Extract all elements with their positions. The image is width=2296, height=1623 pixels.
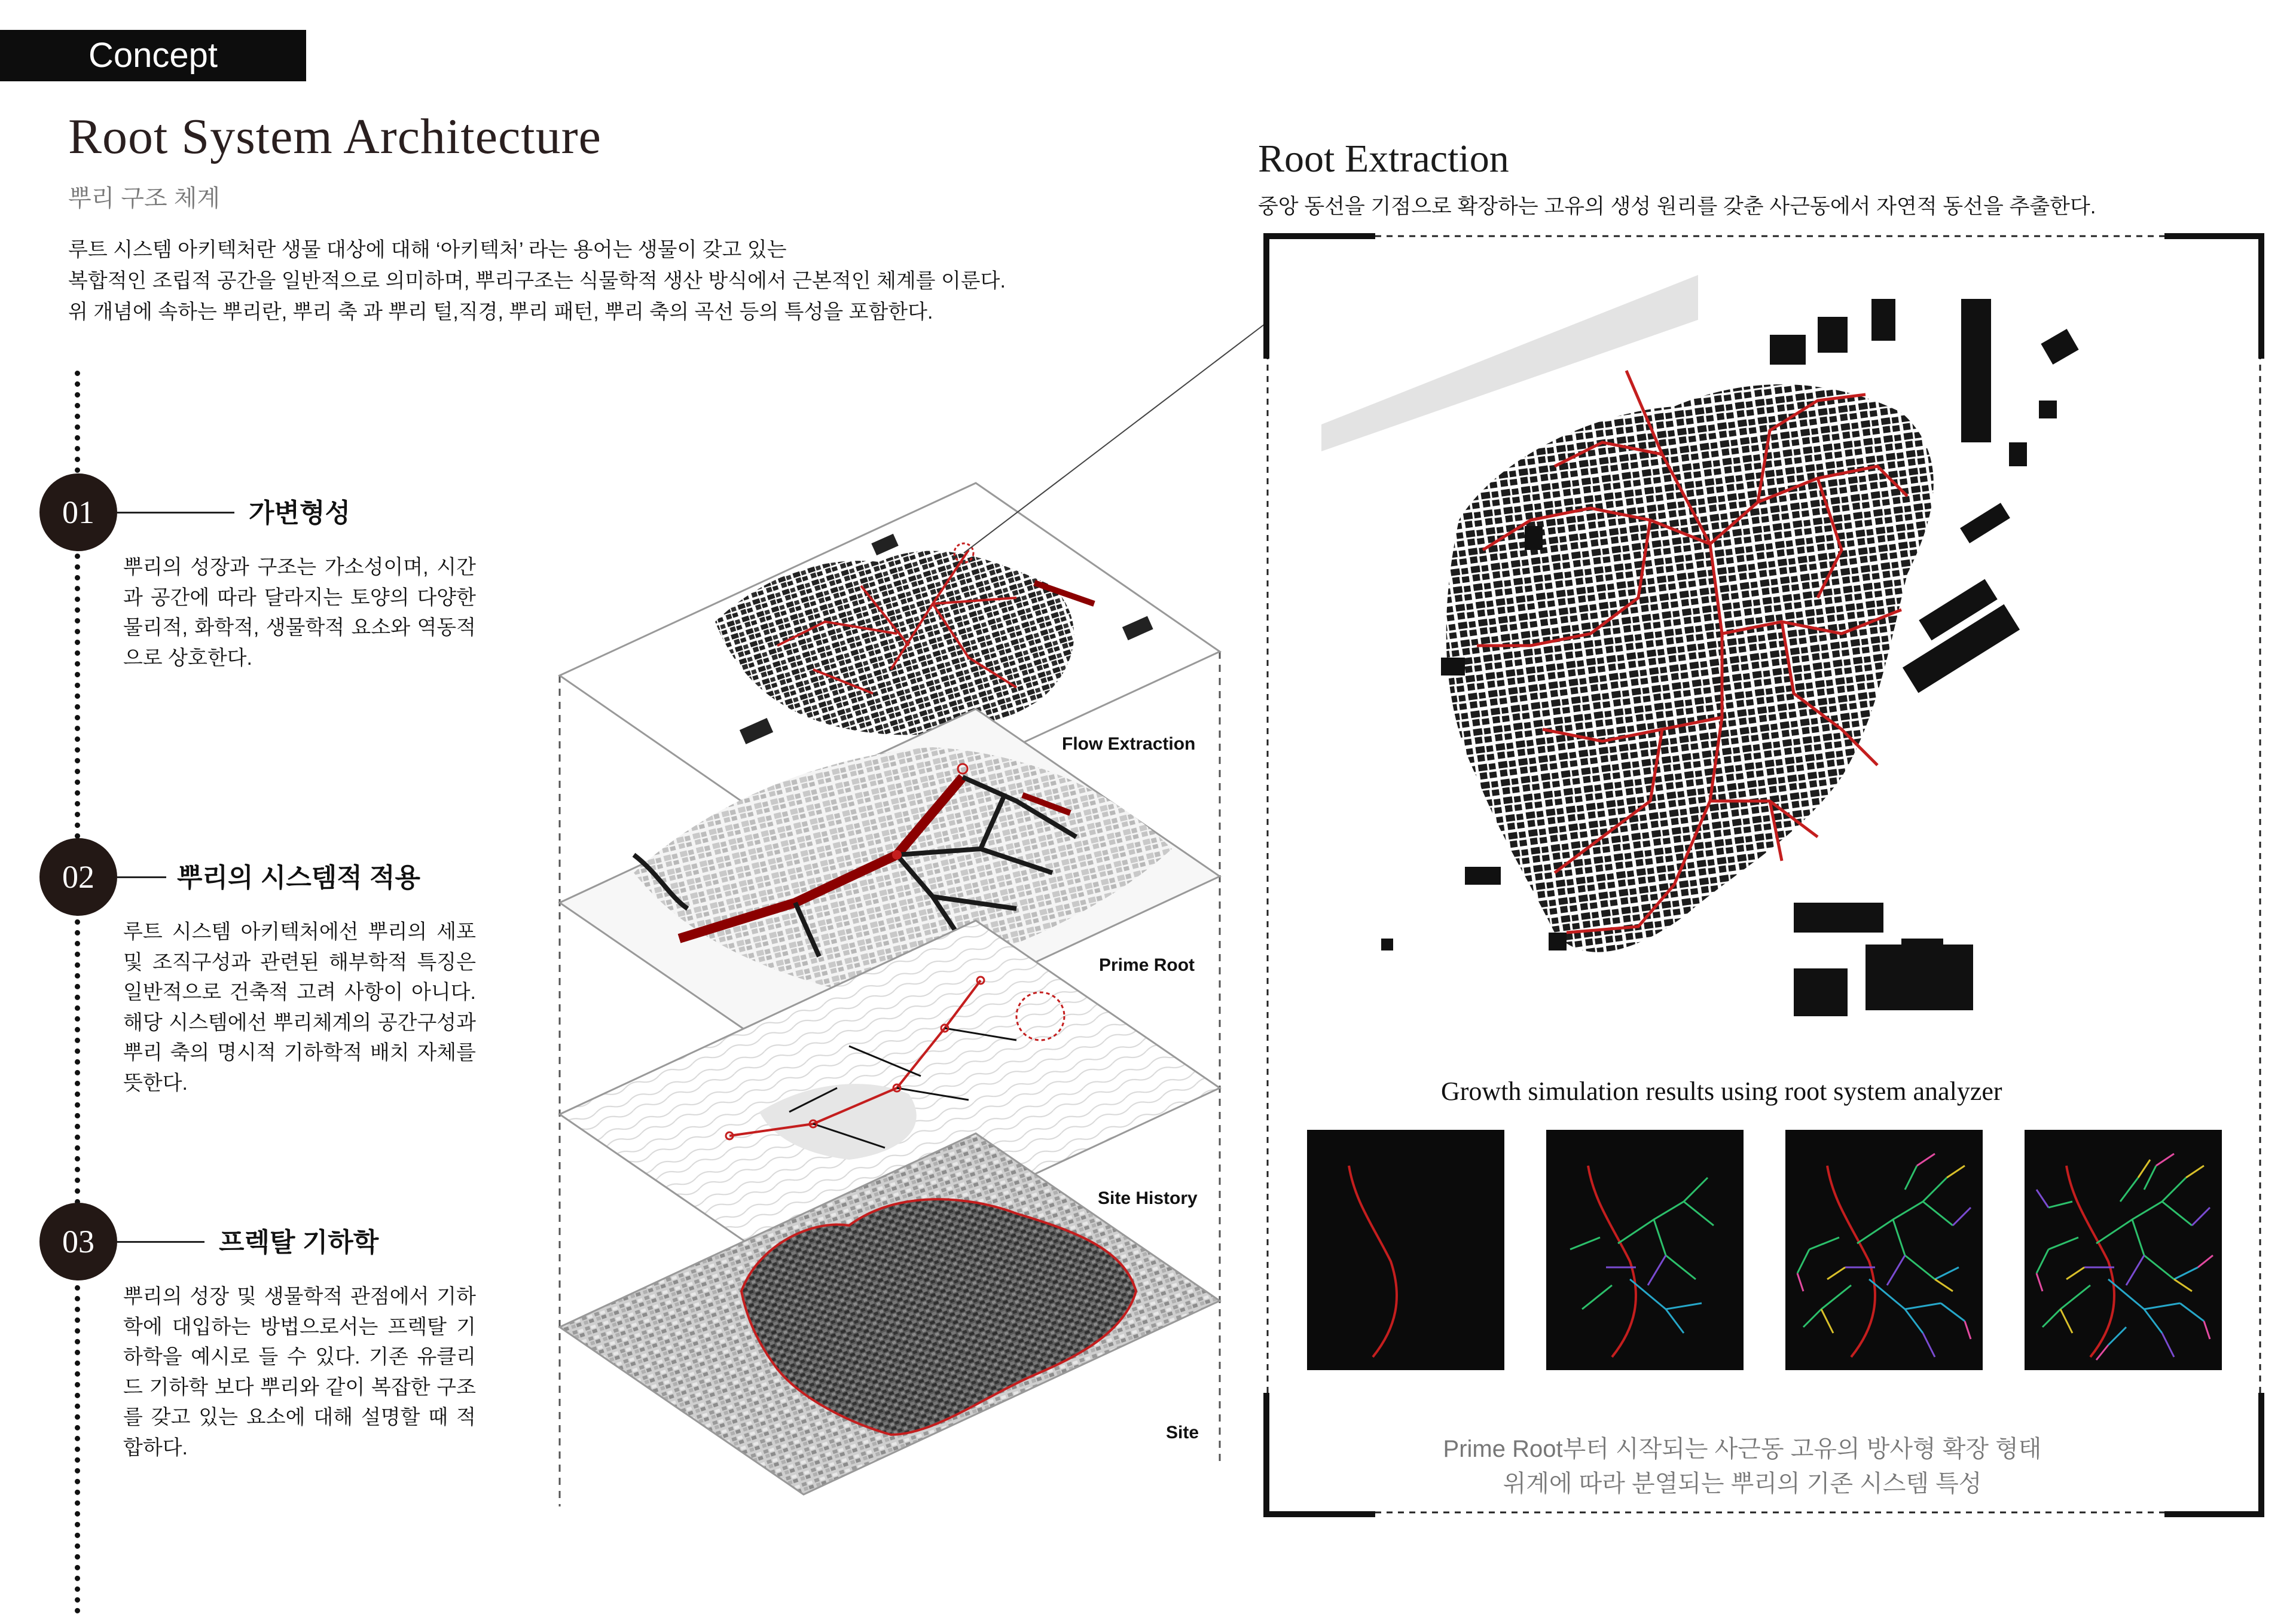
section-number-01: 01 — [39, 473, 117, 551]
section-body-02: 루트 시스템 아키텍처에선 뿌리의 세포 및 조직구성과 관련된 해부학적 특징은 일반적으로 건축적 고려 사항이 아니다. 해당 시스템에선 뿌리체계의 공간구성과 뿌리 축의 명시적 기하학적 배치 자체를 뜻한다. — [123, 921, 476, 1095]
section-title-01: 가변형성 — [249, 499, 351, 528]
layer-label-flow: Flow Extraction — [1062, 734, 1196, 754]
section-title-03: 프렉탈 기하학 — [219, 1228, 379, 1257]
intro-line: 루트 시스템 아키텍처란 생물 대상에 대해 ‘아키텍처’ 라는 용어는 생물이 갖고 있는 — [68, 239, 787, 261]
page-title: Root System Architecture — [68, 109, 602, 164]
intro-line: 위 개념에 속하는 뿌리란, 뿌리 축 과 뿌리 털,직경, 뿌리 패턴, 뿌리 축의 곡선 등의 특성을 포함한다. — [68, 301, 933, 323]
concept-tag: Concept — [0, 30, 306, 81]
simulation-panel-4 — [2025, 1130, 2222, 1370]
section-number-03: 03 — [39, 1203, 117, 1280]
growth-caption — [1306, 1432, 2179, 1501]
extraction-subtitle: 중앙 동선을 기점으로 확장하는 고유의 생성 원리를 갖춘 사근동에서 자연적 동선을 추출한다. — [1258, 195, 2096, 218]
caption-line: 위계에 따라 분열되는 뿌리의 기존 시스템 특성 — [1503, 1471, 1982, 1497]
simulation-panel-3 — [1785, 1130, 1983, 1370]
page-subtitle: 뿌리 구조 체계 — [68, 185, 221, 212]
section-body-01: 뿌리의 성장과 구조는 가소성이며, 시간과 공간에 따라 달라지는 토양의 다양한 물리적, 화학적, 생물학적 요소와 역동적으로 상호한다. — [123, 556, 476, 670]
simulation-panel-2 — [1546, 1130, 1744, 1370]
layer-label-history: Site History — [1098, 1188, 1198, 1208]
section-body-03: 뿌리의 성장 및 생물학적 관점에서 기하학에 대입하는 방법으로서는 프렉탈 기하학을 예시로 들 수 있다. 기존 유클리드 기하학 보다 뿌리와 같이 복잡한 구조를 갖고 있는 요소에 대해 설명할 때 적합하다. — [123, 1285, 476, 1459]
extraction-title: Root Extraction — [1258, 137, 1509, 181]
section-number-02: 02 — [39, 838, 117, 916]
caption-line: Prime Root부터 시작되는 사근동 고유의 방사형 확장 형태 — [1443, 1436, 2042, 1462]
simulation-panel-1 — [1307, 1130, 1504, 1370]
section-title-02: 뿌리의 시스템적 적용 — [177, 863, 420, 893]
intro-line: 복합적인 조립적 공간을 일반적으로 의미하며, 뿌리구조는 식물학적 생산 방식에서 근본적인 체계를 이룬다. — [68, 270, 1006, 292]
root-extraction-map — [1303, 263, 2224, 1052]
growth-simulation-title: Growth simulation results using root system analyzer — [1441, 1077, 2002, 1106]
layer-label-site: Site — [1166, 1423, 1199, 1442]
layer-label-prime: Prime Root — [1099, 955, 1195, 975]
